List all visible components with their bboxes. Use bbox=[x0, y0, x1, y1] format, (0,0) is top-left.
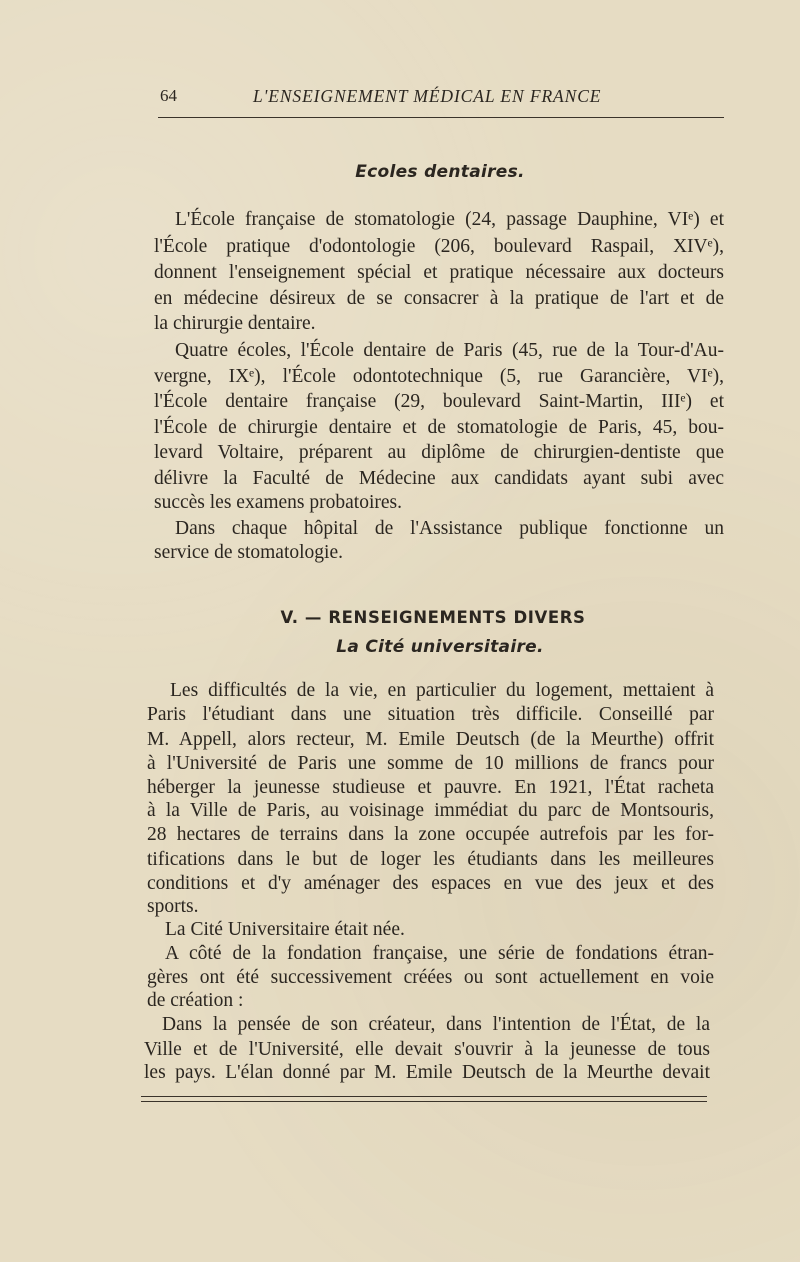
text-line: en médecine désireux de se consacrer à la pratique de l'art et de bbox=[154, 288, 724, 309]
text-line: conditions et d'y aménager des espaces en vue des jeux et des bbox=[147, 873, 714, 894]
text-line: héberger la jeunesse studieuse et pauvre. En 1921, l'État racheta bbox=[147, 777, 714, 798]
running-head bbox=[158, 86, 724, 112]
text-line: la chirurgie dentaire. bbox=[154, 313, 316, 334]
text-line: succès les examens probatoires. bbox=[154, 492, 402, 513]
text-line: La Cité Universitaire était née. bbox=[165, 919, 405, 940]
text-line: sports. bbox=[147, 896, 199, 917]
text-line: l'École dentaire française (29, boulevard Saint-Martin, IIIᵉ) et bbox=[154, 391, 724, 412]
text-line: à l'Université de Paris une somme de 10 millions de francs pour bbox=[147, 753, 714, 774]
text-line: L'École française de stomatologie (24, passage Dauphine, VIᵉ) et bbox=[175, 209, 724, 230]
text-line: l'École de chirurgie dentaire et de stomatologie de Paris, 45, bou- bbox=[154, 417, 724, 438]
header-rule bbox=[158, 117, 724, 118]
text-line: les pays. L'élan donné par M. Emile Deutsch de la Meurthe devait bbox=[144, 1062, 710, 1083]
text-line: gères ont été successivement créées ou sont actuellement en voie bbox=[147, 967, 714, 988]
text-line: vergne, IXᵉ), l'École odontotechnique (5, rue Garancière, VIᵉ), bbox=[154, 366, 724, 387]
footer-rule-top bbox=[141, 1096, 707, 1097]
section-title-dental-schools: Ecoles dentaires. bbox=[355, 162, 525, 182]
text-line: Paris l'étudiant dans une situation très difficile. Conseillé par bbox=[147, 704, 714, 725]
text-line: 28 hectares de terrains dans la zone occupée autrefois par les for- bbox=[147, 824, 714, 845]
text-line: levard Voltaire, préparent au diplôme de chirurgien-dentiste que bbox=[154, 442, 724, 463]
text-line: service de stomatologie. bbox=[154, 542, 343, 563]
text-line: M. Appell, alors recteur, M. Emile Deutsch (de la Meurthe) offrit bbox=[147, 729, 714, 750]
text-line: l'École pratique d'odontologie (206, boulevard Raspail, XIVᵉ), bbox=[154, 236, 724, 257]
text-line: Quatre écoles, l'École dentaire de Paris (45, rue de la Tour-d'Au- bbox=[175, 340, 724, 361]
section-title-cite-universitaire: La Cité universitaire. bbox=[336, 637, 544, 657]
text-line: à la Ville de Paris, au voisinage immédiat du parc de Montsouris, bbox=[147, 800, 714, 821]
running-title: L'ENSEIGNEMENT MÉDICAL EN FRANCE bbox=[253, 86, 602, 106]
text-line: délivre la Faculté de Médecine aux candidats ayant subi avec bbox=[154, 468, 724, 489]
text-line: tifications dans le but de loger les étudiants dans les meilleures bbox=[147, 849, 714, 870]
text-line: Dans la pensée de son créateur, dans l'intention de l'État, de la bbox=[162, 1014, 710, 1035]
page-number: 64 bbox=[160, 86, 177, 105]
text-line: Ville et de l'Université, elle devait s'ouvrir à la jeunesse de tous bbox=[144, 1039, 710, 1060]
footer-rule-bottom bbox=[141, 1101, 707, 1102]
text-line: donnent l'enseignement spécial et pratique nécessaire aux docteurs bbox=[154, 262, 724, 283]
chapter-heading: V. — RENSEIGNEMENTS DIVERS bbox=[280, 608, 586, 627]
text-line: de création : bbox=[147, 990, 244, 1011]
text-line: A côté de la fondation française, une série de fondations étran- bbox=[165, 943, 714, 964]
text-line: Dans chaque hôpital de l'Assistance publique fonctionne un bbox=[175, 518, 724, 539]
text-line: Les difficultés de la vie, en particulier du logement, mettaient à bbox=[170, 680, 714, 701]
